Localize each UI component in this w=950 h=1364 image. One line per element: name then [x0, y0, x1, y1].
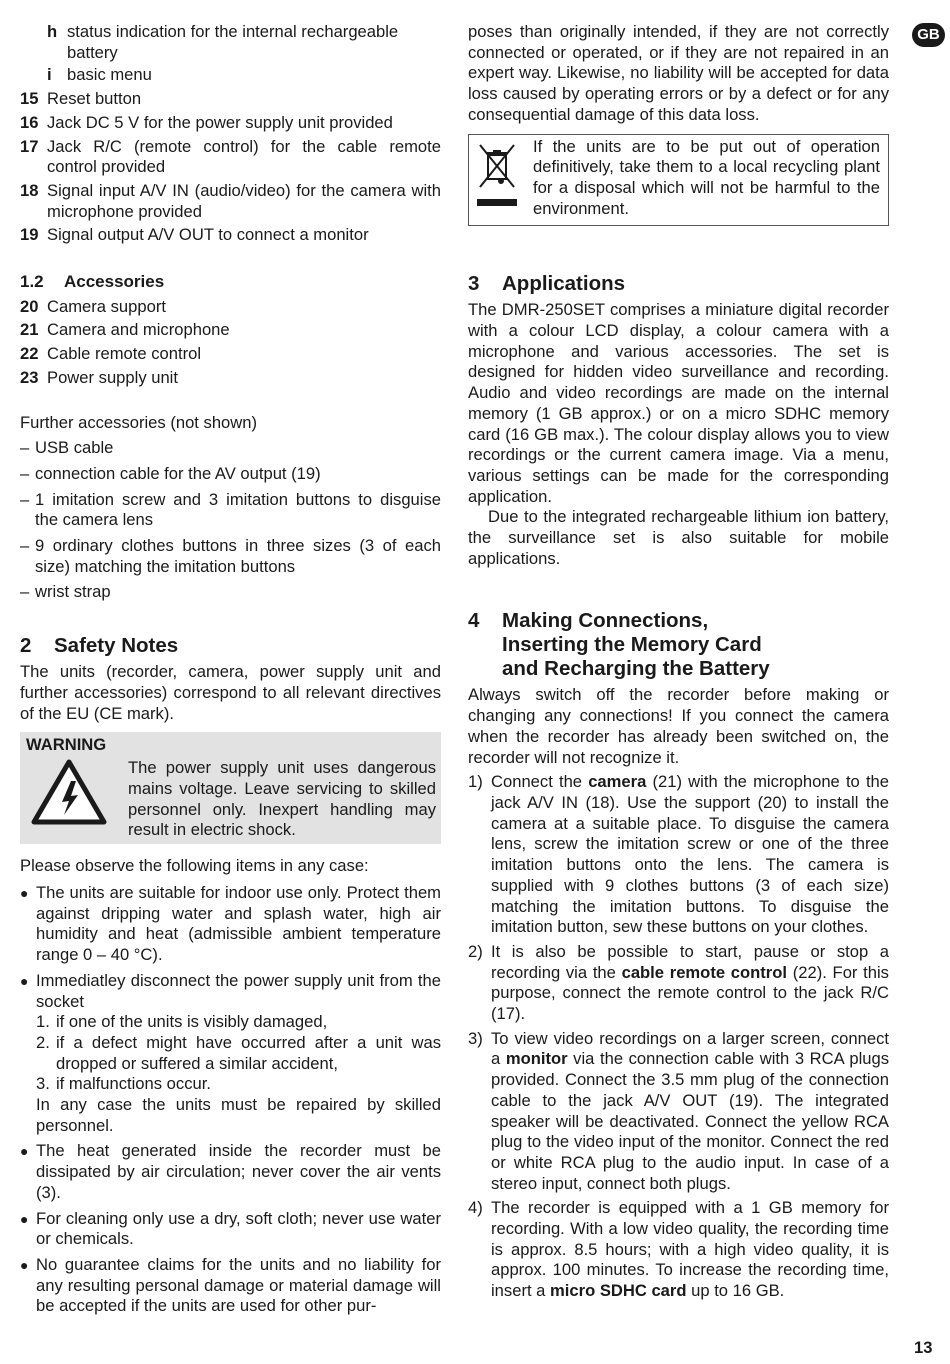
item-text: Camera and microphone [47, 320, 230, 340]
item-text: Cable remote control [47, 344, 202, 364]
further-accessories-list [20, 438, 441, 603]
item-text: if a defect might have occurred after a unit was dropped or suffered a similar accident, [56, 1032, 441, 1073]
heading-line-3: and Recharging the Battery [502, 657, 770, 681]
item-number: 18 [20, 180, 39, 200]
step-keyword: monitor [505, 1049, 568, 1069]
list-item: – connection cable for the AV output (19) [20, 464, 441, 485]
list-item [20, 137, 441, 178]
list-item [20, 65, 441, 86]
heading-line-1: Making Connections, [502, 609, 709, 633]
step-text: up to 16 GB. [686, 1281, 785, 1301]
list-item [20, 22, 441, 63]
connections-heading [468, 609, 889, 681]
warning-label: WARNING [26, 735, 107, 755]
step-text: To view video recordings on a larger screen, connect a [491, 1028, 889, 1069]
step-number: 3) [468, 1028, 483, 1048]
list-item [20, 113, 441, 134]
item-number: 20 [20, 296, 39, 316]
item-text: The heat generated inside the recorder must be dissipated by air circulation; never cover the air vents (3). [36, 1141, 441, 1202]
list-item [20, 344, 441, 365]
item-text: 9 ordinary clothes buttons in three sizes (3 of each size) matching the imitation buttons [35, 536, 441, 576]
item-text: status indication for the internal rechargeable battery [67, 22, 399, 62]
item-number: 19 [20, 225, 39, 245]
heading-line-2: Inserting the Memory Card [502, 633, 762, 657]
bullet-icon: ● [20, 884, 29, 901]
item-number: 16 [20, 112, 39, 132]
parts-list [20, 22, 441, 246]
item-text: basic menu [67, 65, 152, 85]
step-text: It is also be possible to start, pause or stop a recording via the [491, 941, 889, 982]
item-text: The units are suitable for indoor use only. Protect them against dripping water and splash water, high air humidity and heat (admissible ambient temperature range 0 – 40 °C). [36, 882, 441, 965]
further-accessories-title: Further accessories (not shown) [20, 412, 258, 432]
heading-text: Accessories [64, 272, 165, 292]
item-text: Jack R/C (remote control) for the cable remote control provided [47, 136, 441, 177]
list-item [20, 1255, 441, 1317]
step-number: 1) [468, 772, 483, 792]
safety-heading [20, 634, 441, 658]
step-text: Connect the [491, 772, 589, 792]
list-item [20, 89, 441, 110]
heading-text: Applications [502, 272, 626, 296]
item-number: 23 [20, 367, 39, 387]
applications-paragraph-2: Due to the integrated rechargeable lithium ion battery, the surveillance set is also suitable for mobile applications. [468, 507, 889, 568]
warning-text: The power supply unit uses dangerous mains voltage. Leave servicing to skilled personnel only. Inexpert handling may result in electric shock. [128, 758, 436, 840]
sub-item: 1. if one of the units is visibly damaged, [20, 1012, 441, 1033]
heading-number: 4 [468, 609, 480, 633]
list-item: – 9 ordinary clothes buttons in three sizes (3 of each size) matching the imitation buttons [20, 536, 441, 576]
high-voltage-warning-icon [31, 759, 107, 825]
item-text: if one of the units is visibly damaged, [56, 1012, 328, 1032]
item-letter: h [47, 22, 58, 41]
list-item [20, 181, 441, 222]
sub-note: In any case the units must be repaired by skilled personnel. [36, 1095, 441, 1135]
step-2 [468, 942, 889, 1025]
heading-text: Safety Notes [54, 634, 179, 658]
step-text: via the connection cable with 3 RCA plugs provided. Connect the 3.5 mm plug of the connection cable to the jack A/V OUT (19). The integrated speaker will be deactivated. Connect the yellow RCA plug to the video input of the monitor. Connect the red or white RCA plug to the audio input. In case of a stereo input, connect both plugs. [491, 1049, 890, 1193]
language-badge: GB [912, 23, 945, 47]
safety-intro: The units (recorder, camera, power supply unit and further accessories) correspond to all relevant directives of the EU (CE mark). [20, 662, 441, 723]
item-text: wrist strap [35, 582, 111, 602]
item-text: USB cable [35, 438, 114, 458]
list-item [20, 320, 441, 341]
item-text: Signal input A/V IN (audio/video) for the camera with microphone provided [47, 180, 441, 221]
item-number: 21 [20, 320, 39, 340]
item-text: Immediatley disconnect the power supply unit from the socket [36, 970, 441, 1011]
heading-number: 2 [20, 634, 32, 658]
applications-paragraph-1: The DMR-250SET comprises a miniature digital recorder with a colour LCD display, a colour camera with a microphone and various accessories. The set is designed for hidden video surveillance and recording. Audio and video recordings are made on the internal memory (1 GB approx.) or on a micro SDHC memory card (16 GB max.). The colour display allows you to view recordings or the current camera image. Via a menu, various settings can be made for the corresponding application. [468, 300, 889, 506]
sub-item: 3. if malfunctions occur. [20, 1074, 441, 1095]
list-item [20, 1141, 441, 1203]
list-item [20, 297, 441, 318]
applications-heading [468, 272, 889, 296]
bullet-icon: ● [20, 1256, 29, 1273]
step-number: 2) [468, 941, 483, 961]
recycling-text: If the units are to be put out of operation definitively, take them to a local recycling plant for a disposal which will not be harmful to the environment. [533, 136, 880, 218]
item-text: if malfunctions occur. [56, 1074, 211, 1094]
item-text: Signal output A/V OUT to connect a monitor [47, 225, 369, 245]
list-item [20, 225, 441, 246]
safety-continuation: poses than originally intended, if they are not correctly connected or operated, or if they are not repaired in an expert way. Likewise, no liability will be accepted for data loss caused by operating errors or by a defect or for any consequential damage of this data loss. [468, 22, 889, 124]
step-1 [468, 772, 889, 938]
recycling-bar [477, 199, 517, 206]
item-letter: i [47, 65, 52, 85]
step-4 [468, 1198, 889, 1302]
accessories-list [20, 297, 441, 389]
step-keyword: cable remote control [621, 962, 788, 982]
bullet-icon: ● [20, 972, 29, 989]
connections-intro: Always switch off the recorder before making or changing any connections! If you connect the camera when the recorder has already been switched on, the recorder will not recognize it. [468, 685, 889, 767]
bullet-icon: ● [20, 1143, 29, 1160]
step-text: (21) with the microphone to the jack A/V IN (18). Use the support (20) to install the camera at a suitable place. To disguise the camera lens, screw the imitation screw or one of the three imitation buttons onto the lens. The camera is supplied with 9 clothes buttons (3 of each size) matching the imitation buttons. To disguise the imitation button, sew these buttons on your clothes. [491, 772, 890, 937]
step-3 [468, 1029, 889, 1195]
item-number: 15 [20, 89, 39, 109]
item-number: 22 [20, 344, 39, 364]
item-text: Jack DC 5 V for the power supply unit provided [47, 112, 393, 132]
item-text: No guarantee claims for the units and no liability for any resulting personal damage or material damage will be accepted if the units are used for other pur- [36, 1254, 441, 1316]
item-text: Reset button [47, 89, 142, 109]
warning-box [20, 732, 441, 844]
bullet-icon: ● [20, 1210, 29, 1227]
sub-item: 2. if a defect might have occurred after a unit was dropped or suffered a similar accident, [36, 1032, 441, 1073]
accessories-heading [20, 272, 441, 293]
page-number: 13 [914, 1338, 933, 1357]
list-item [20, 368, 441, 389]
step-text: (22). For this purpose, connect the remote control to the jack R/C (17). [491, 962, 889, 1024]
step-keyword: camera [588, 772, 647, 792]
list-item: – wrist strap [20, 582, 441, 603]
observe-text: Please observe the following items in any case: [20, 856, 369, 876]
heading-number: 1.2 [20, 272, 44, 292]
item-text: Camera support [47, 296, 166, 316]
item-number: 17 [20, 136, 39, 156]
heading-number: 3 [468, 272, 480, 296]
item-text: connection cable for the AV output (19) [35, 463, 321, 483]
item-text: For cleaning only use a dry, soft cloth; never use water or chemicals. [36, 1208, 441, 1249]
list-item [20, 883, 441, 966]
step-text: The recorder is equipped with a 1 GB memory for recording. With a low video quality, the recording time is approx. 8.5 hours; with a high video quality, it is approx. 100 minutes. To increase the recording time, insert a [491, 1198, 889, 1301]
right-column [468, 22, 889, 1302]
step-keyword: micro SDHC card [550, 1281, 687, 1301]
list-item [20, 971, 441, 1012]
recycling-box [468, 134, 889, 227]
left-column [20, 22, 441, 1317]
list-item: – USB cable [20, 438, 441, 459]
list-item: – 1 imitation screw and 3 imitation buttons to disguise the camera lens [20, 489, 441, 530]
list-item [20, 1209, 441, 1250]
crossed-bin-icon [477, 141, 517, 193]
step-number: 4) [468, 1198, 483, 1218]
item-text: 1 imitation screw and 3 imitation buttons to disguise the camera lens [35, 489, 441, 530]
item-text: Power supply unit [47, 367, 178, 387]
